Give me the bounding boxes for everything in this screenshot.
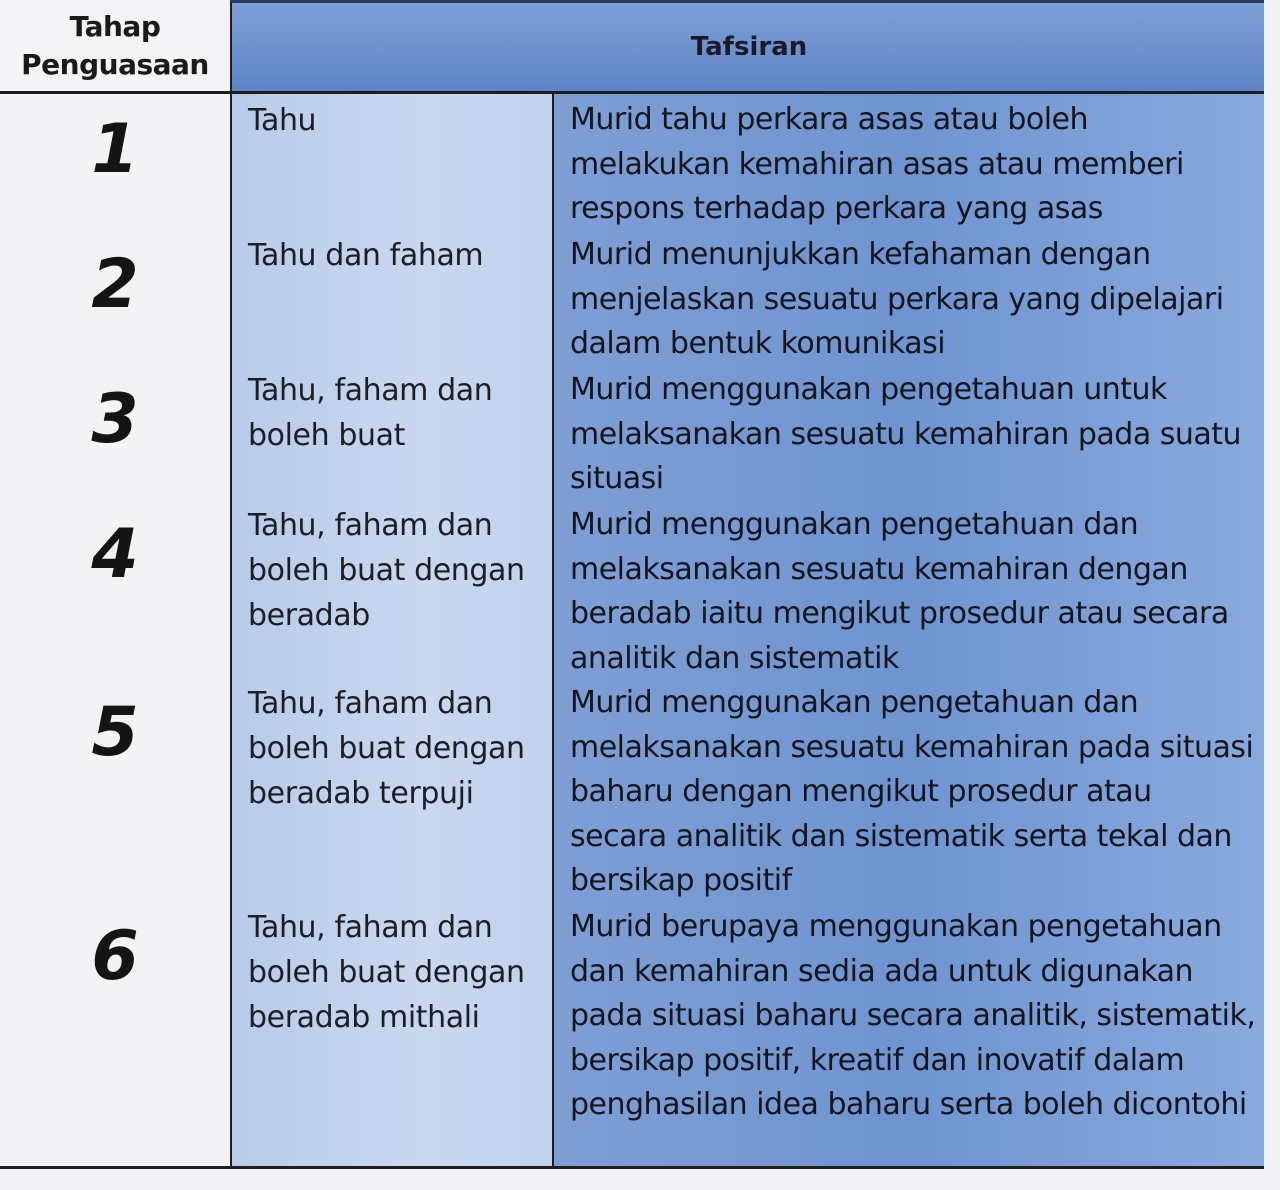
stage-label: Tahu, faham dan boleh buat [230,364,552,502]
stage-label: Tahu, faham dan boleh buat dengan beradab mithali [230,901,552,1166]
level-number: 1 [0,94,230,232]
stage-description: Murid tahu perkara asas atau boleh melakukan kemahiran asas atau memberi respons terhadap perkara yang asas [552,94,1266,232]
header-level-cell [0,0,230,91]
level-number: 3 [0,364,230,502]
level-number: 4 [0,499,230,681]
stage-description: Murid menunjukkan kefahaman dengan menjelaskan sesuatu perkara yang dipelajari dalam bentuk komunikasi [552,229,1266,367]
header-tafsiran: Tafsiran [230,0,1266,91]
table-row [0,677,1266,901]
stage-description: Murid menggunakan pengetahuan dan melaksanakan sesuatu kemahiran dengan beradab iaitu mengikut prosedur atau secara analitik dan sistematik [552,499,1266,681]
level-number: 5 [0,677,230,904]
stage-label: Tahu, faham dan boleh buat dengan beradab terpuji [230,677,552,904]
level-number: 6 [0,901,230,1166]
stage-label: Tahu [230,94,552,232]
stage-description: Murid menggunakan pengetahuan dan melaksanakan sesuatu kemahiran pada situasi baharu dengan mengikut prosedur atau secara analitik dan sistematik serta tekal dan bersikap positif [552,677,1266,904]
header-level-line2: Penguasaan [21,47,209,81]
page-margin [1264,0,1280,1190]
table-row [0,499,1266,677]
stage-label: Tahu, faham dan boleh buat dengan beradab [230,499,552,681]
table-row [0,901,1266,1169]
table-header [0,0,1266,94]
level-number: 2 [0,229,230,367]
header-level-line1: Tahap [69,9,161,43]
stage-description: Murid berupaya menggunakan pengetahuan dan kemahiran sedia ada untuk digunakan pada situasi baharu secara analitik, sistematik, bersikap positif, kreatif dan inovatif dalam penghasilan idea baharu serta boleh dicontohi [552,901,1266,1166]
table-row [0,94,1266,229]
stage-description: Murid menggunakan pengetahuan untuk melaksanakan sesuatu kemahiran pada suatu situasi [552,364,1266,502]
table-row [0,364,1266,499]
stage-label: Tahu dan faham [230,229,552,367]
table-row [0,229,1266,364]
